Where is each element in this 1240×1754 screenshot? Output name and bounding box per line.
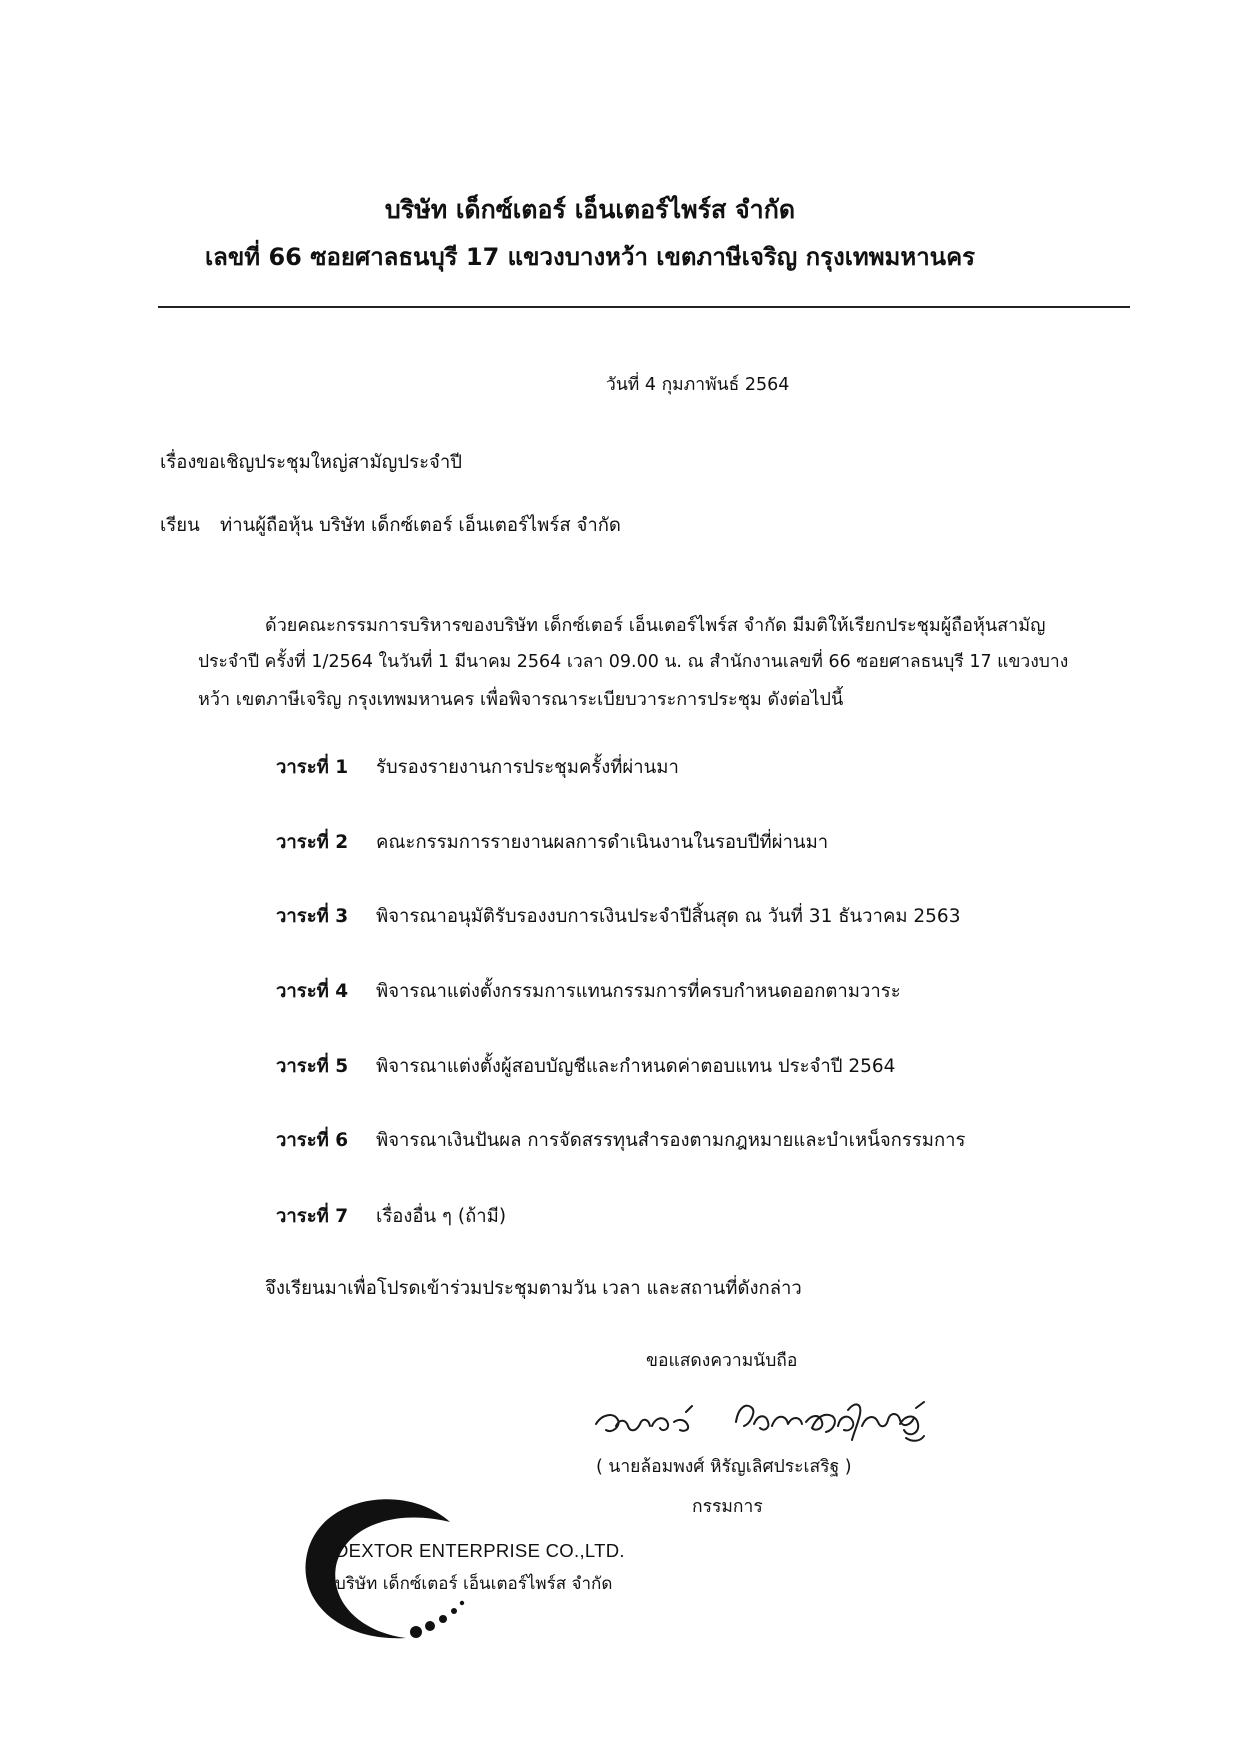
company-stamp-logo (300, 1484, 640, 1644)
handwritten-signature (586, 1382, 1006, 1452)
agenda-item-label: วาระที่ 7 (276, 1206, 349, 1227)
agenda-item-text: พิจารณาแต่งตั้งผู้สอบบัญชีและกำหนดค่าตอบแทน ประจำปี 2564 (376, 1056, 896, 1077)
agenda-item-label: วาระที่ 2 (276, 832, 349, 853)
company-address: เลขที่ 66 ซอยศาลธนบุรี 17 แขวงบางหว้า เขตภาษีเจริญ กรุงเทพมหานคร (204, 243, 976, 271)
agenda-item-label: วาระที่ 6 (276, 1130, 349, 1151)
signer-name: ( นายล้อมพงศ์ หิรัญเลิศประเสริฐ ) (596, 1457, 852, 1477)
header-divider (158, 306, 1130, 308)
agenda-item-5 (276, 1052, 895, 1081)
agenda-item-2 (276, 828, 828, 857)
agenda-item-label: วาระที่ 5 (276, 1056, 349, 1077)
recipient-text: ท่านผู้ถือหุ้น บริษัท เด็กซ์เตอร์ เอ็นเตอร์ไพร์ส จำกัด (220, 515, 621, 536)
agenda-item-label: วาระที่ 1 (276, 757, 349, 778)
agenda-item-6 (276, 1126, 965, 1155)
agenda-item-text: คณะกรรมการรายงานผลการดำเนินงานในรอบปีที่ผ่านมา (376, 832, 829, 853)
agenda-item-4 (276, 977, 901, 1006)
body-line-3: หว้า เขตภาษีเจริญ กรุงเทพมหานคร เพื่อพิจารณาระเบียบวาระการประชุม ดังต่อไปนี้ (198, 689, 844, 710)
regards-text: ขอแสดงความนับถือ (646, 1351, 798, 1371)
closing-sentence: จึงเรียนมาเพื่อโปรดเข้าร่วมประชุมตามวัน เวลา และสถานที่ดังกล่าว (265, 1278, 802, 1299)
recipient-label: เรียน (160, 515, 200, 536)
body-line-2: ประจำปี ครั้งที่ 1/2564 ในวันที่ 1 มีนาคม 2564 เวลา 09.00 น. ณ สำนักงานเลขที่ 66 ซอยศาลธนบุรี 17 แขวงบาง (198, 652, 1069, 672)
agenda-item-text: พิจารณาเงินปันผล การจัดสรรทุนสำรองตามกฎหมายและบำเหน็จกรรมการ (376, 1130, 966, 1151)
agenda-item-3 (276, 902, 960, 931)
letter-date: วันที่ 4 กุมภาพันธ์ 2564 (606, 375, 790, 395)
body-line-1: ด้วยคณะกรรมการบริหารของบริษัท เด็กซ์เตอร์ เอ็นเตอร์ไพร์ส จำกัด มีมติให้เรียกประชุมผู้ถือหุ้นสามัญ (265, 615, 1046, 636)
agenda-item-label: วาระที่ 4 (276, 981, 349, 1002)
agenda-item-text: รับรองรายงานการประชุมครั้งที่ผ่านมา (376, 757, 679, 778)
signer-position: กรรมการ (692, 1497, 763, 1517)
stamp-company-name-th: บริษัท เด็กซ์เตอร์ เอ็นเตอร์ไพร์ส จำกัด (335, 1574, 613, 1594)
agenda-item-label: วาระที่ 3 (276, 906, 349, 927)
company-name: บริษัท เด็กซ์เตอร์ เอ็นเตอร์ไพร์ส จำกัด (384, 195, 796, 224)
agenda-item-text: พิจารณาอนุมัติรับรองงบการเงินประจำปีสิ้นสุด ณ วันที่ 31 ธันวาคม 2563 (376, 906, 961, 927)
subject-text: ขอเชิญประชุมใหญ่สามัญประจำปี (196, 452, 462, 473)
agenda-item-7 (276, 1202, 506, 1231)
agenda-item-text: พิจารณาแต่งตั้งกรรมการแทนกรรมการที่ครบกำหนดออกตามวาระ (376, 981, 901, 1002)
stamp-company-name-en: DEXTOR ENTERPRISE CO.,LTD. (335, 1540, 625, 1561)
agenda-item-text: เรื่องอื่น ๆ (ถ้ามี) (376, 1206, 507, 1227)
subject-label: เรื่อง (160, 452, 197, 473)
agenda-item-1 (276, 753, 679, 782)
